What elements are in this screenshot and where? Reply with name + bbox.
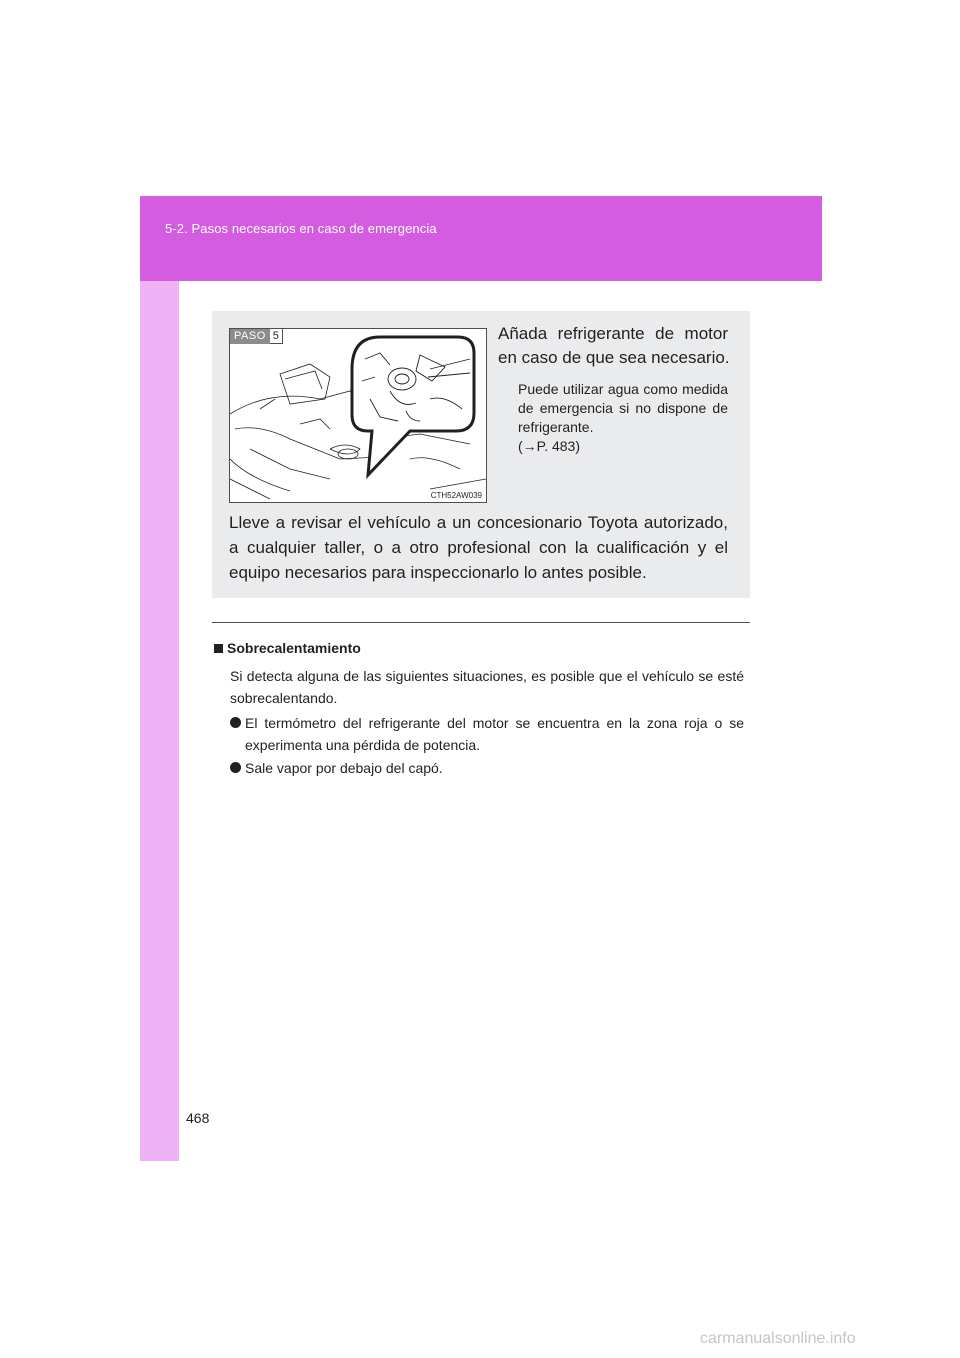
list-item [230,757,744,779]
section-divider [212,622,750,623]
step-instruction-line2: en caso de que sea necesario. [498,348,730,367]
list-item-text: El termómetro del refrigerante del motor se encuentra en la zona roja o se experimenta una pérdida de potencia. [245,715,744,753]
step-badge [230,329,283,344]
overheating-title: Sobrecalentamiento [227,640,361,656]
page-number: 468 [186,1110,210,1126]
step-instruction-line1: Añada refrigerante de motor [498,324,728,343]
page-reference-link[interactable]: (→P. 483) [518,438,580,454]
list-item-text: Sale vapor por debajo del capó. [245,760,443,776]
closing-paragraph: Lleve a revisar el vehículo a un concesionario Toyota autorizado, a cualquier taller, o a otro profesional con la cualificación y el equipo necesarios para inspeccionarlo lo antes posible. [229,513,728,582]
section-header: 5-2. Pasos necesarios en caso de emergencia [165,221,437,236]
engine-drawing [230,329,486,502]
header-band [140,196,822,281]
overheating-intro: Si detecta alguna de las siguientes situaciones, es posible que el vehículo se esté sobrecalentando. [230,668,744,706]
side-band [140,281,179,1161]
figure-code: CTH52AW039 [430,491,482,500]
step-note: Puede utilizar agua como medida de emergencia si no dispone de refrigerante. [518,381,728,435]
circle-bullet-icon [230,762,241,773]
engine-illustration [229,328,487,503]
circle-bullet-icon [230,717,241,728]
square-bullet-icon [214,644,223,653]
step-badge-number: 5 [270,329,283,344]
overheating-heading [214,640,361,656]
step-badge-word: PASO [230,329,270,344]
watermark: carmanualsonline.info [700,1330,856,1347]
list-item [230,712,744,756]
